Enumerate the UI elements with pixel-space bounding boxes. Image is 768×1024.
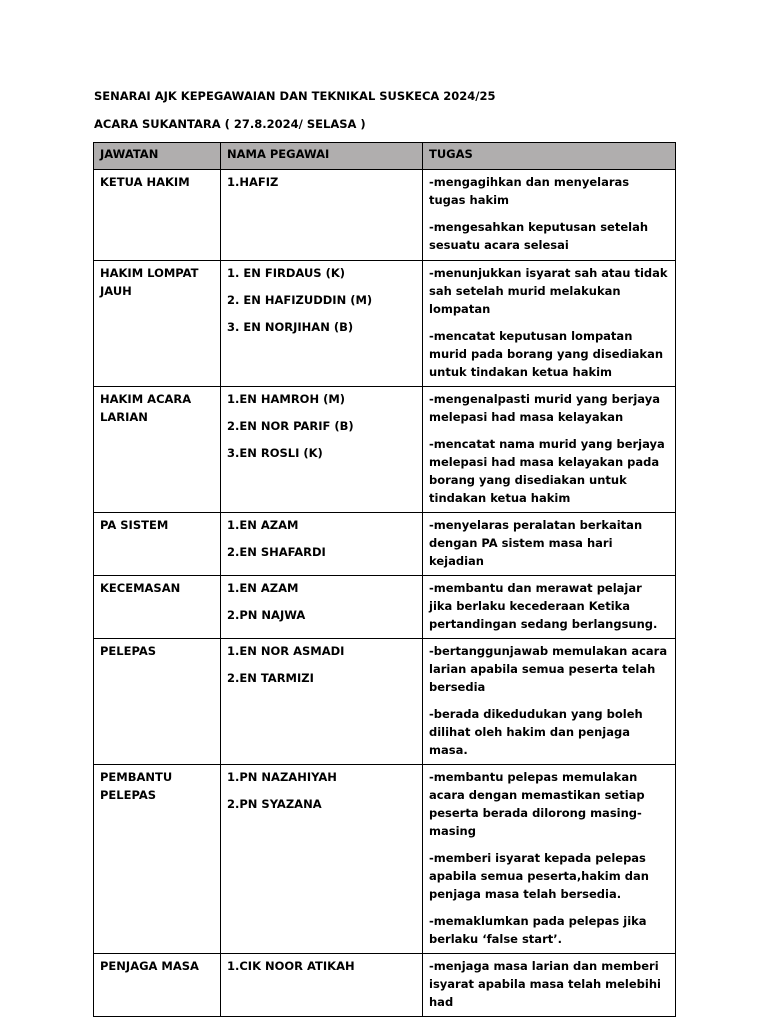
nama-line: 3. EN NORJIHAN (B) — [227, 320, 354, 334]
cell-nama — [221, 513, 423, 576]
nama-line: 1.EN AZAM — [227, 518, 299, 532]
header-jawatan: JAWATAN — [94, 143, 221, 170]
nama-line: 1.PN NAZAHIYAH — [227, 770, 337, 784]
cell-tugas — [423, 765, 676, 954]
cell-nama — [221, 387, 423, 513]
tugas-line: -memaklumkan pada pelepas jika berlaku ‘false start’. — [429, 914, 647, 946]
header-tugas: TUGAS — [423, 143, 676, 170]
table-row — [94, 387, 676, 513]
nama-line: 1.EN HAMROH (M) — [227, 392, 346, 406]
tugas-line: -memberi isyarat kepada pelepas apabila semua peserta,hakim dan penjaga masa telah bersedia. — [429, 851, 649, 901]
cell-tugas — [423, 513, 676, 576]
nama-line: 1. EN FIRDAUS (K) — [227, 266, 345, 280]
cell-tugas — [423, 170, 676, 261]
tugas-line: -menyelaras peralatan berkaitan dengan PA sistem masa hari kejadian — [429, 518, 643, 568]
table-row — [94, 576, 676, 639]
cell-nama — [221, 954, 423, 1017]
cell-tugas — [423, 639, 676, 765]
nama-line: 1.EN NOR ASMADI — [227, 644, 345, 658]
cell-jawatan: HAKIM LOMPAT JAUH — [94, 261, 221, 387]
cell-nama — [221, 639, 423, 765]
nama-line: 1.EN AZAM — [227, 581, 299, 595]
tugas-line: -mengesahkan keputusan setelah sesuatu acara selesai — [429, 220, 649, 252]
nama-line: 2.EN TARMIZI — [227, 671, 314, 685]
tugas-line: -mengenalpasti murid yang berjaya melepasi had masa kelayakan — [429, 392, 660, 424]
tugas-line: -membantu pelepas memulakan acara dengan memastikan setiap peserta berada dilorong masing-masing — [429, 770, 645, 838]
nama-line: 2.EN SHAFARDI — [227, 545, 326, 559]
tugas-line: -berada dikedudukan yang boleh dilihat oleh hakim dan penjaga masa. — [429, 707, 643, 757]
cell-jawatan: PEMBANTU PELEPAS — [94, 765, 221, 954]
table-row — [94, 513, 676, 576]
table-row — [94, 261, 676, 387]
tugas-line: -menunjukkan isyarat sah atau tidak sah setelah murid melakukan lompatan — [429, 266, 668, 316]
duty-table — [93, 142, 676, 1017]
table-row — [94, 765, 676, 954]
cell-tugas — [423, 261, 676, 387]
nama-line: 2.EN NOR PARIF (B) — [227, 419, 354, 433]
nama-line: 2.PN SYAZANA — [227, 797, 322, 811]
cell-tugas — [423, 954, 676, 1017]
tugas-line: -bertanggunjawab memulakan acara larian apabila semua peserta telah bersedia — [429, 644, 668, 694]
document-title: SENARAI AJK KEPEGAWAIAN DAN TEKNIKAL SUSKECA 2024/25 — [94, 89, 496, 103]
cell-nama — [221, 170, 423, 261]
cell-jawatan: KECEMASAN — [94, 576, 221, 639]
cell-jawatan: PA SISTEM — [94, 513, 221, 576]
nama-line: 3.EN ROSLI (K) — [227, 446, 323, 460]
tugas-line: -mengagihkan dan menyelaras tugas hakim — [429, 175, 630, 207]
cell-tugas — [423, 387, 676, 513]
document-subtitle: ACARA SUKANTARA ( 27.8.2024/ SELASA ) — [94, 117, 366, 131]
nama-line: 2. EN HAFIZUDDIN (M) — [227, 293, 373, 307]
nama-line: 1.HAFIZ — [227, 175, 279, 189]
cell-jawatan: PELEPAS — [94, 639, 221, 765]
table-row — [94, 954, 676, 1017]
tugas-line: -menjaga masa larian dan memberi isyarat apabila masa telah melebihi had — [429, 959, 661, 1009]
header-nama-pegawai: NAMA PEGAWAI — [221, 143, 423, 170]
table-row — [94, 639, 676, 765]
cell-nama — [221, 261, 423, 387]
table-header-row — [94, 143, 676, 170]
cell-jawatan: KETUA HAKIM — [94, 170, 221, 261]
cell-jawatan: HAKIM ACARA LARIAN — [94, 387, 221, 513]
nama-line: 1.CIK NOOR ATIKAH — [227, 959, 355, 973]
nama-line: 2.PN NAJWA — [227, 608, 306, 622]
table-row — [94, 170, 676, 261]
tugas-line: -mencatat keputusan lompatan murid pada borang yang disediakan untuk tindakan ketua hakim — [429, 329, 664, 379]
cell-nama — [221, 576, 423, 639]
cell-jawatan: PENJAGA MASA — [94, 954, 221, 1017]
tugas-line: -mencatat nama murid yang berjaya melepasi had masa kelayakan pada borang yang disediakan untuk tindakan ketua hakim — [429, 437, 665, 505]
cell-tugas — [423, 576, 676, 639]
tugas-line: -membantu dan merawat pelajar jika berlaku kecederaan Ketika pertandingan sedang berlangsung. — [429, 581, 658, 631]
cell-nama — [221, 765, 423, 954]
